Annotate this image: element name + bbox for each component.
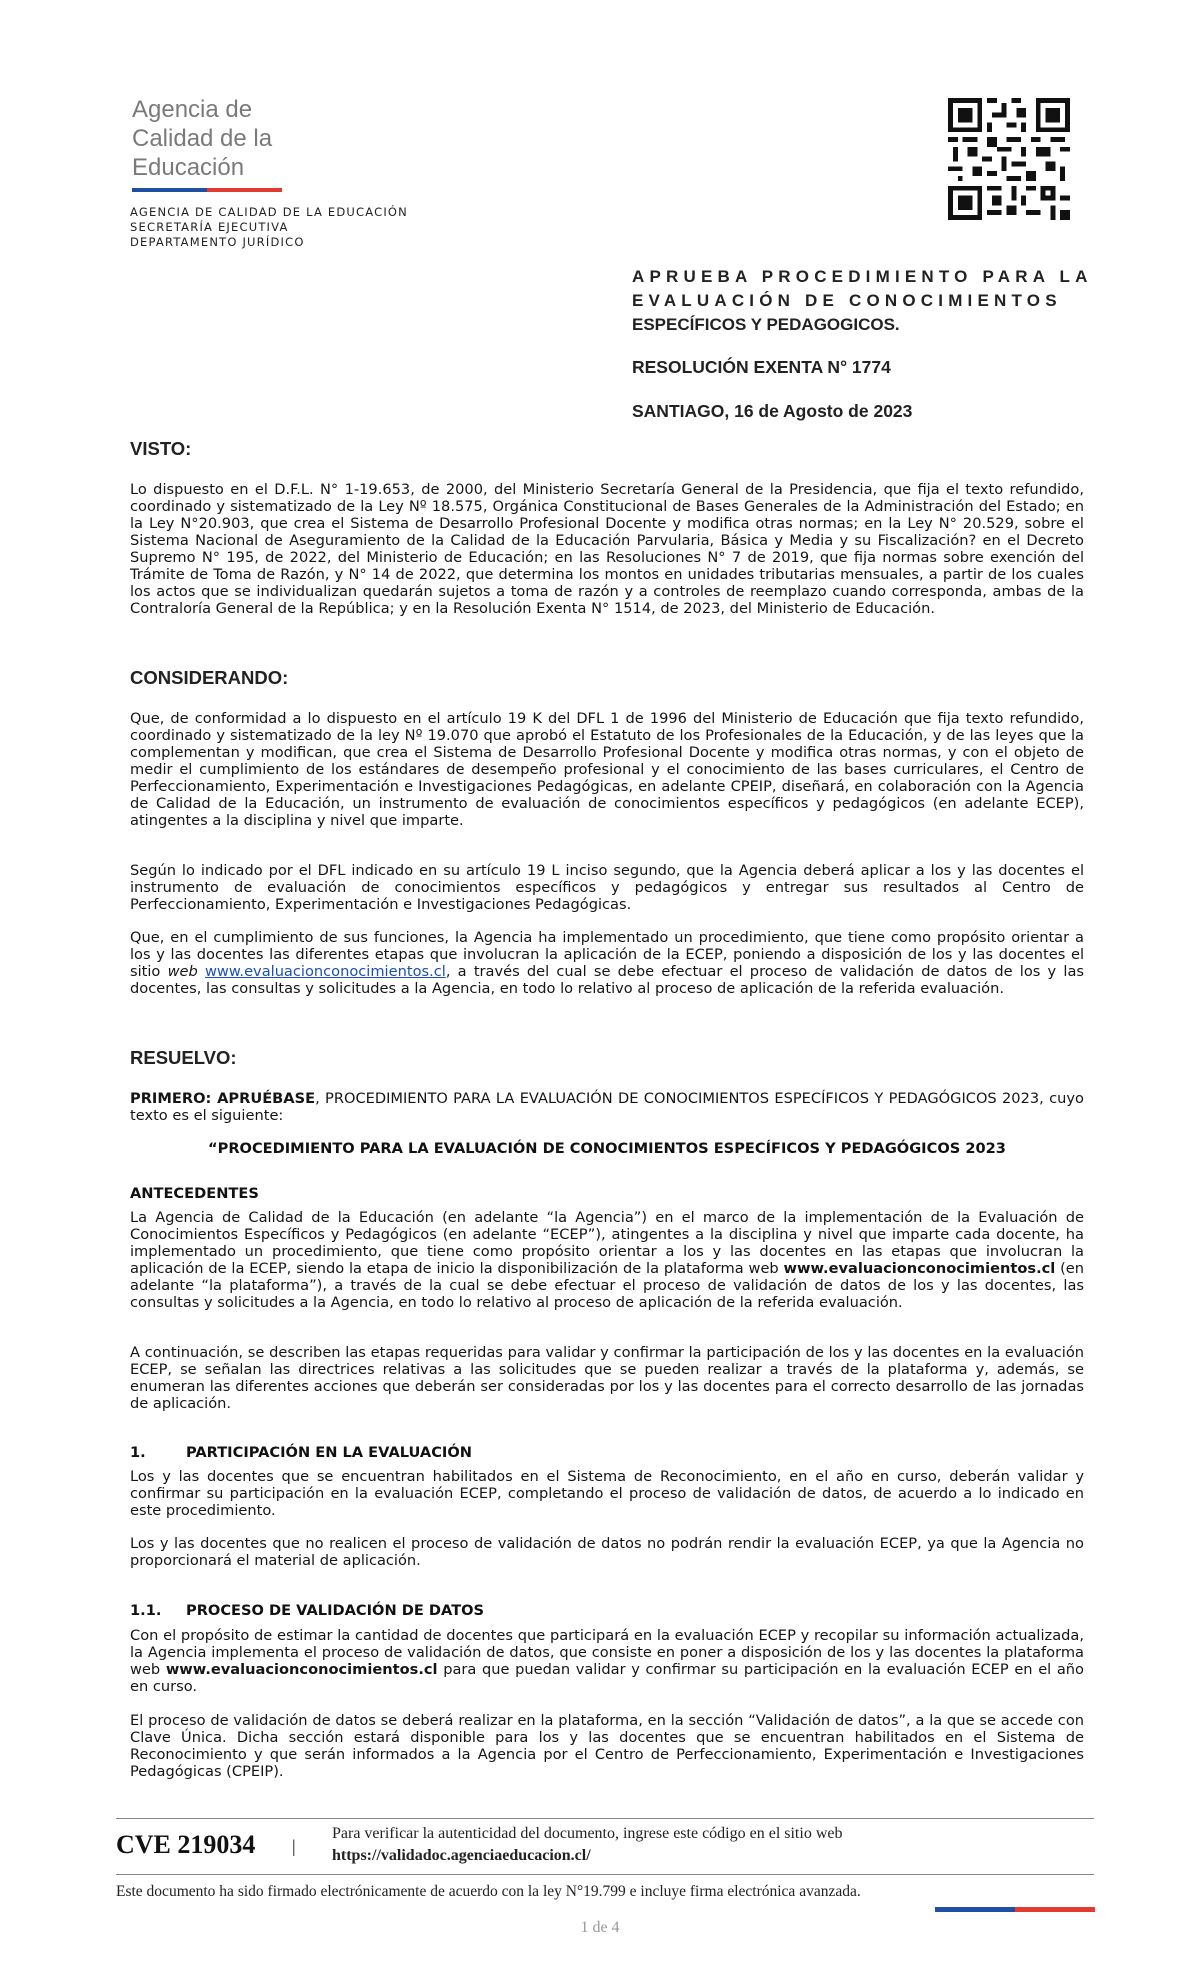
- qr-code: [948, 98, 1070, 220]
- section-1-number: 1.: [130, 1444, 146, 1461]
- footer-middle-rule: [116, 1874, 1094, 1875]
- antecedentes-heading: ANTECEDENTES: [130, 1185, 259, 1202]
- dept-line-1: AGENCIA DE CALIDAD DE LA EDUCACIÓN: [130, 205, 408, 219]
- section-1-1-paragraph-1: [130, 1627, 1084, 1695]
- department-block: [130, 205, 408, 250]
- title-line-2: EVALUACIÓN DE CONOCIMIENTOS: [632, 291, 1062, 310]
- considerando-paragraph-2: Según lo indicado por el DFL indicado en su artículo 19 L inciso segundo, que la Agencia deberá aplicar a los y las docentes el instrumento de evaluación de conocimientos específicos y pedagógicos y entregar sus resultados al Centro de Perfeccionamiento, Experimentación e Investigaciones Pedagógicas.: [130, 862, 1084, 913]
- primero-label: PRIMERO: APRUÉBASE: [130, 1090, 316, 1107]
- verify-line-1: Para verificar la autenticidad del documento, ingrese este código en el sitio web: [332, 1825, 843, 1842]
- section-1-1-title: PROCESO DE VALIDACIÓN DE DATOS: [186, 1602, 485, 1619]
- considerando-p3-text-b: , a través del cual se debe efectuar el proceso de validación de datos de los y las docentes, las consultas y solicitudes a la Agencia, en todo lo relativo al proceso de aplicación de la referida evaluación.: [130, 963, 1084, 997]
- antecedentes-paragraph-2: A continuación, se describen las etapas requeridas para validar y confirmar la participación de los y las docentes en la evaluación ECEP, se señalan las directrices relativas a las solicitudes que se pueden realizar a través de la plataforma y, además, se enumeran las diferentes acciones que deberán ser consideradas por los y las docentes para el correcto desarrollo de las jornadas de aplicación.: [130, 1344, 1084, 1412]
- signature-note: Este documento ha sido firmado electrónicamente de acuerdo con la ley N°19.799 e incluye firma electrónica avanzada.: [116, 1883, 861, 1900]
- document-title: [632, 265, 1093, 337]
- antecedentes-paragraph-1: [130, 1209, 1084, 1311]
- title-line-3: ESPECÍFICOS Y PEDAGOGICOS.: [632, 315, 900, 334]
- considerando-paragraph-3: [130, 929, 1084, 997]
- cve-code: CVE 219034: [116, 1830, 256, 1859]
- resolution-number: RESOLUCIÓN EXENTA N° 1774: [632, 357, 891, 377]
- dept-line-3: DEPARTAMENTO JURÍDICO: [130, 235, 305, 249]
- evaluacion-link[interactable]: www.evaluacionconocimientos.cl: [204, 963, 446, 980]
- agency-logo: [132, 95, 282, 192]
- verify-url-text: https://validadoc.agenciaeducacion.cl/: [332, 1847, 591, 1864]
- logo-line-1: Agencia de: [132, 96, 253, 123]
- ant-p1-text-a: La Agencia de Calidad de la Educación (en adelante “la Agencia”) en el marco de la implementación de la Evaluación de Conocimientos Específicos y Pedagógicos (en adelante “ECEP”), atingentes a la disciplina y nivel que imparte cada docente, ha implementado un procedimiento, que tiene como propósito orientar a los y las docentes en las etapas que involucran la aplicación de la ECEP, siendo la etapa de inicio la disponibilización de la plataforma web: [130, 1209, 1084, 1277]
- page-number: 1 de 4: [580, 1919, 620, 1936]
- dept-line-2: SECRETARÍA EJECUTIVA: [130, 220, 289, 234]
- footer-top-rule: [116, 1818, 1094, 1819]
- title-line-1: APRUEBA PROCEDIMIENTO PARA LA: [632, 267, 1093, 286]
- verify-url[interactable]: [332, 1845, 842, 1867]
- verify-text: [332, 1823, 842, 1867]
- visto-paragraph: Lo dispuesto en el D.F.L. N° 1-19.653, de 2000, del Ministerio Secretaría General de la Presidencia, que fija el texto refundido, coordinado y sistematizado de la Ley Nº 18.575, Orgánica Constitucional de Bases Generales de la Administración del Estado; en la Ley N°20.903, que crea el Sistema de Desarrollo Profesional Docente y modifica otras normas; en la Ley N° 20.529, sobre el Sistema Nacional de Aseguramiento de la Calidad de la Educación Parvularia, Básica y Media y su Fiscalización? en el Decreto Supremo N° 195, de 2022, del Ministerio de Educación; en las Resoluciones N° 7 de 2019, que fija normas sobre exención del Trámite de Toma de Razón, y N° 14 de 2022, que determina los montos en unidades tributarias mensuales, a partir de los cuales los actos que se individualizan quedarán sujetos a toma de razón y a controles de reemplazo cuando corresponda, ambas de la Contraloría General de la República; y en la Resolución Exenta N° 1514, de 2023, del Ministerio de Educación.: [130, 481, 1084, 617]
- section-1-paragraph-2: Los y las docentes que no realicen el proceso de validación de datos no podrán rendir la evaluación ECEP, ya que la Agencia no proporcionará el material de aplicación.: [130, 1535, 1084, 1569]
- section-1-heading: [130, 1444, 472, 1461]
- considerando-heading: CONSIDERANDO:: [130, 667, 289, 688]
- logo-line-2: Calidad de la: [132, 125, 273, 152]
- footer-separator: |: [292, 1836, 296, 1856]
- section-1-1-heading: [130, 1602, 484, 1619]
- s11-p1-text-a: Con el propósito de estimar la cantidad de docentes que participará en la evaluación ECEP y recopilar su información actualizada, la Agencia implementa el proceso de validación de datos, que consiste en poner a disposición de los y las docentes la plataforma web: [130, 1627, 1084, 1678]
- logo-line-3: Educación: [132, 154, 245, 181]
- considerando-paragraph-1: Que, de conformidad a lo dispuesto en el artículo 19 K del DFL 1 de 1996 del Ministerio de Educación que fija texto refundido, coordinado y sistematizado de la ley Nº 19.070 que aprobó el Estatuto de los Profesionales de la Educación, y de las leyes que la complementan y modifican, que crea el Sistema de Desarrollo Profesional Docente y modifica otras normas, y con el objeto de medir el cumplimiento de los estándares de desempeño profesional y el conocimiento de las bases curriculares, el Centro de Perfeccionamiento, Experimentación e Investigaciones Pedagógicas, en adelante CPEIP, diseñará, en colaboración con la Agencia de Calidad de la Educación, un instrumento de evaluación de conocimientos específicos y pedagógicos (en adelante ECEP), atingentes a la disciplina y nivel que imparte.: [130, 710, 1084, 829]
- section-1-title: PARTICIPACIÓN EN LA EVALUACIÓN: [186, 1444, 472, 1461]
- considerando-p3-text-a: Que, en el cumplimiento de sus funciones, la Agencia ha implementado un procedimiento, que tiene como propósito orientar a los y las docentes las diferentes etapas que involucran la aplicación de la ECEP, poniendo a disposición de los y las docentes el sitio: [130, 929, 1084, 980]
- procedure-title: “PROCEDIMIENTO PARA LA EVALUACIÓN DE CONOCIMIENTOS ESPECÍFICOS Y PEDAGÓGICOS 2023: [208, 1140, 1006, 1157]
- footer-color-bar: [935, 1907, 1095, 1912]
- ant-p1-website: www.evaluacionconocimientos.cl: [783, 1260, 1056, 1277]
- s11-p1-text-b: para que puedan validar y confirmar su participación en la evaluación ECEP en el año en curso.: [130, 1661, 1084, 1695]
- primero-paragraph: [130, 1090, 1084, 1124]
- primero-text: , PROCEDIMIENTO PARA LA EVALUACIÓN DE CONOCIMIENTOS ESPECÍFICOS Y PEDAGÓGICOS 2023, cuyo texto es el siguiente:: [130, 1090, 1084, 1124]
- visto-heading: VISTO:: [130, 438, 192, 459]
- resuelvo-heading: RESUELVO:: [130, 1047, 237, 1068]
- section-1-paragraph-1: Los y las docentes que se encuentran habilitados en el Sistema de Reconocimiento, en el año en curso, deberán validar y confirmar su participación en la evaluación ECEP, completando el proceso de validación de datos, de acuerdo a lo indicado en este procedimiento.: [130, 1468, 1084, 1519]
- ant-p1-text-b: (en adelante “la plataforma”), a través de la cual se debe efectuar el proceso de validación de datos de los y las docentes, las consultas y solicitudes a la Agencia, en todo lo relativo al proceso de aplicación de la referida evaluación.: [130, 1260, 1085, 1311]
- logo-color-bar: [132, 188, 282, 192]
- s11-p1-website: www.evaluacionconocimientos.cl: [165, 1661, 438, 1678]
- section-1-1-number: 1.1.: [130, 1602, 162, 1619]
- resolution-date: SANTIAGO, 16 de Agosto de 2023: [632, 401, 913, 421]
- considerando-p3-web: web: [167, 963, 198, 980]
- section-1-1-paragraph-2: El proceso de validación de datos se deberá realizar en la plataforma, en la sección “Validación de datos”, a la que se accede con Clave Única. Dicha sección estará disponible para los y las docentes que se encuentran habilitados en el Sistema de Reconocimiento y que serán informados a la Agencia por el Centro de Perfeccionamiento, Experimentación e Investigaciones Pedagógicas (CPEIP).: [130, 1712, 1084, 1780]
